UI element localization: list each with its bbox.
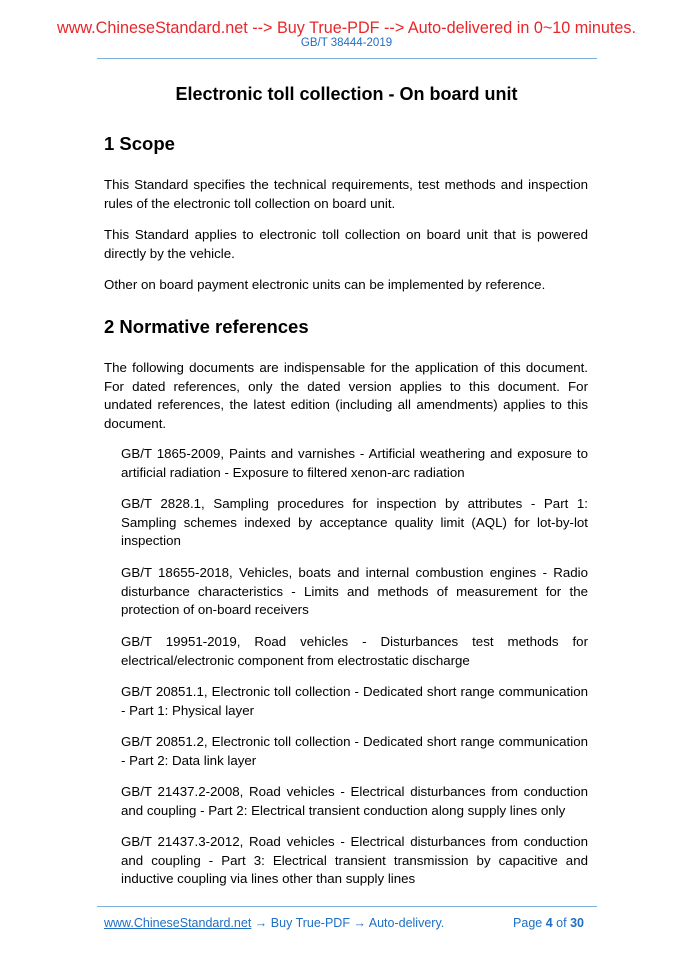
page-of: of (556, 916, 567, 930)
reference-item: GB/T 2828.1, Sampling procedures for inspection by attributes - Part 1: Sampling schemes indexed by acceptance quality limit (AQL) for lot-by-lot inspection (121, 496, 588, 548)
header-banner[interactable]: www.ChineseStandard.net --> Buy True-PDF --> Auto-delivered in 0~10 minutes. (57, 19, 636, 37)
page-total: 30 (570, 916, 584, 930)
reference-item: GB/T 1865-2009, Paints and varnishes - Artificial weathering and exposure to artificial radiation - Exposure to filtered xenon-arc radiation (121, 446, 588, 480)
footer-site-link[interactable]: www.ChineseStandard.net (104, 916, 252, 930)
page-label: Page (513, 916, 543, 930)
normative-intro: The following documents are indispensable for the application of this document. For dated references, only the dated version applies to this document. For undated references, the latest edition (including all amendments) applies to this document. (104, 360, 588, 431)
reference-item: GB/T 19951-2019, Road vehicles - Disturbances test methods for electrical/electronic component from electrostatic discharge (121, 634, 588, 668)
footer-links (104, 916, 444, 930)
arrow-right-icon: → (353, 916, 366, 930)
reference-item: GB/T 21437.3-2012, Road vehicles - Electrical disturbances from conduction and coupling - Part 3: Electrical transient transmission by capacitive and inductive coupling via lines other than supply lines (121, 834, 588, 886)
arrow-right-icon: → (254, 916, 268, 930)
document-id: GB/T 38444-2019 (300, 37, 393, 49)
section-heading-scope: 1 Scope (104, 133, 175, 154)
document-title: Electronic toll collection - On board unit (175, 84, 518, 104)
section-heading-normative-references: 2 Normative references (104, 316, 309, 337)
page-current: 4 (545, 916, 553, 930)
reference-item: GB/T 20851.1, Electronic toll collection - Dedicated short range communication - Part 1: Physical layer (121, 684, 588, 718)
scope-paragraph: Other on board payment electronic units can be implemented by reference. (104, 277, 546, 292)
footer-divider (97, 906, 597, 907)
scope-paragraph: This Standard specifies the technical requirements, test methods and inspection rules of the electronic toll collection on board unit. (104, 177, 588, 211)
reference-item: GB/T 21437.2-2008, Road vehicles - Electrical disturbances from conduction and coupling - Part 2: Electrical transient conduction along supply lines only (121, 784, 588, 818)
reference-item: GB/T 18655-2018, Vehicles, boats and internal combustion engines - Radio disturbance characteristics - Limits and methods of measurement for the protection of on-board receivers (121, 565, 588, 617)
reference-item: GB/T 20851.2, Electronic toll collection - Dedicated short range communication - Part 2: Data link layer (121, 734, 588, 768)
footer-delivery-text: Auto-delivery. (368, 916, 445, 930)
header-divider (97, 58, 597, 59)
page-number (513, 916, 584, 930)
footer-buy-text: Buy True-PDF (270, 916, 350, 930)
scope-paragraph: This Standard applies to electronic toll collection on board unit that is powered directly by the vehicle. (104, 227, 588, 261)
